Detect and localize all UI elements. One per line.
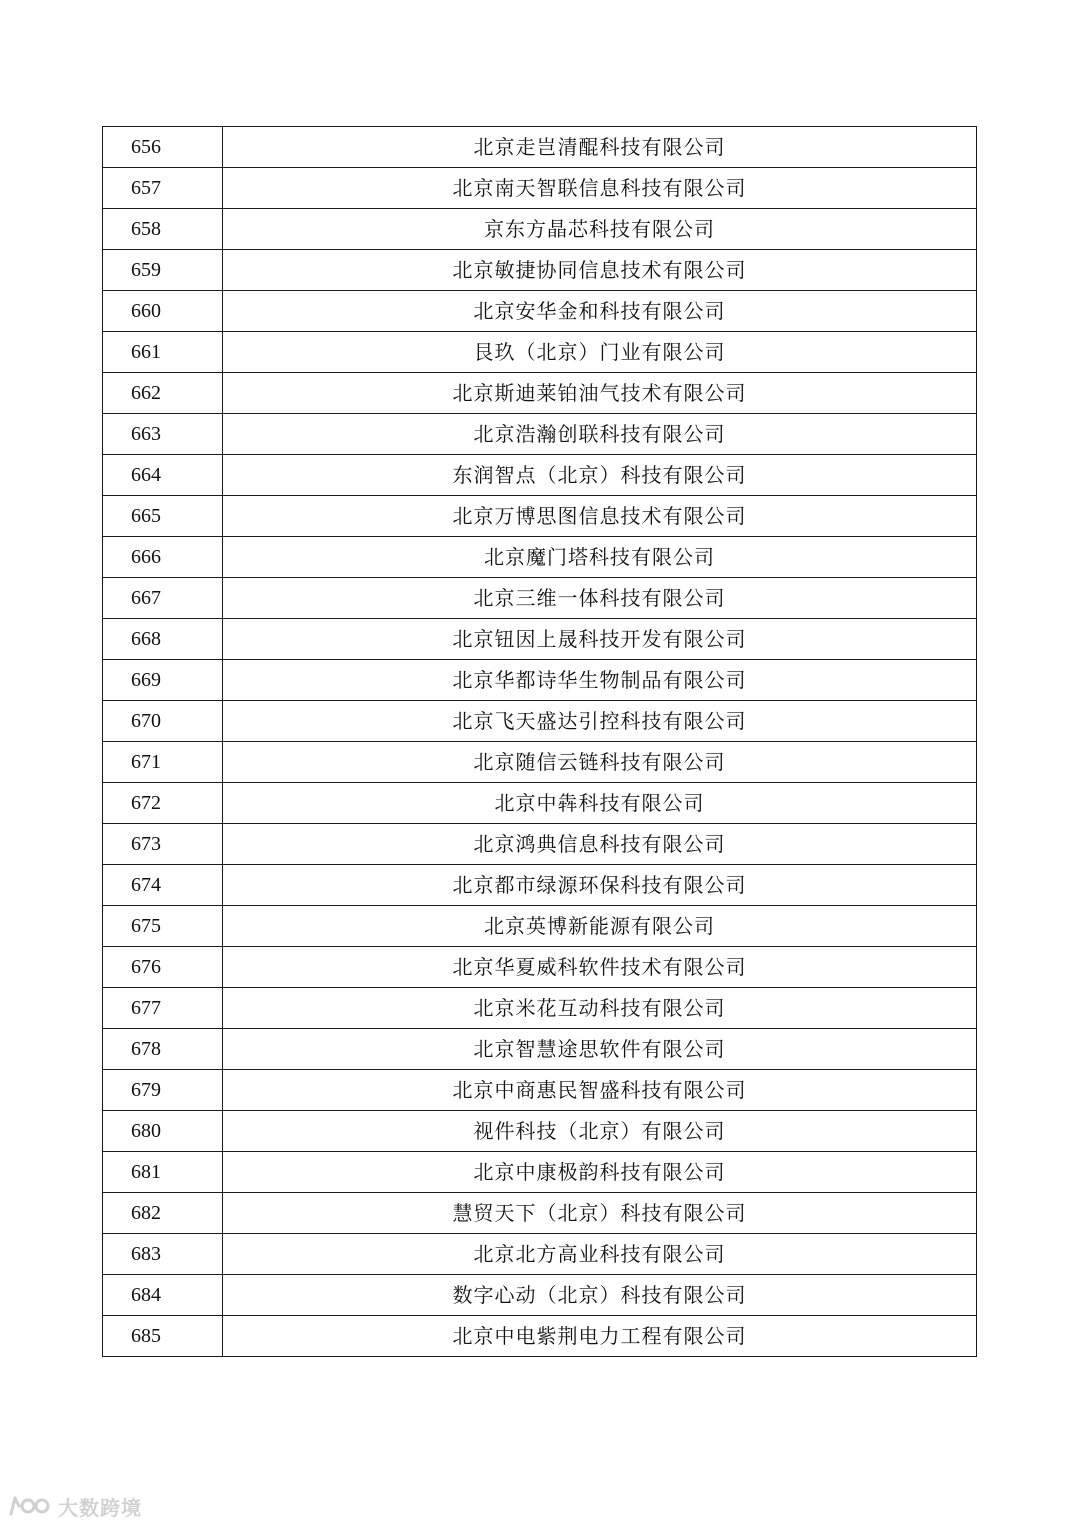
table-row (103, 496, 977, 537)
row-number: 657 (103, 168, 223, 209)
row-number: 678 (103, 1029, 223, 1070)
company-name: 北京走岂清醌科技有限公司 (223, 127, 977, 168)
company-name: 北京英博新能源有限公司 (223, 906, 977, 947)
row-number: 656 (103, 127, 223, 168)
table-row (103, 373, 977, 414)
company-name: 东润智点（北京）科技有限公司 (223, 455, 977, 496)
table-row (103, 291, 977, 332)
brand-logo-icon (8, 1494, 52, 1518)
row-number: 679 (103, 1070, 223, 1111)
table-row (103, 578, 977, 619)
company-name: 视件科技（北京）有限公司 (223, 1111, 977, 1152)
table-row (103, 250, 977, 291)
company-name: 北京北方高业科技有限公司 (223, 1234, 977, 1275)
table-row (103, 332, 977, 373)
watermark (8, 1490, 142, 1522)
table-row (103, 865, 977, 906)
company-name: 慧贸天下（北京）科技有限公司 (223, 1193, 977, 1234)
row-number: 666 (103, 537, 223, 578)
row-number: 667 (103, 578, 223, 619)
company-name: 北京都市绿源环保科技有限公司 (223, 865, 977, 906)
row-number: 668 (103, 619, 223, 660)
table-row (103, 742, 977, 783)
table-row (103, 1275, 977, 1316)
table-row (103, 947, 977, 988)
row-number: 673 (103, 824, 223, 865)
company-name: 北京鸿典信息科技有限公司 (223, 824, 977, 865)
table-row (103, 1070, 977, 1111)
company-name: 数字心动（北京）科技有限公司 (223, 1275, 977, 1316)
company-name: 北京米花互动科技有限公司 (223, 988, 977, 1029)
company-name: 北京钮因上晟科技开发有限公司 (223, 619, 977, 660)
table-row (103, 455, 977, 496)
table-row (103, 701, 977, 742)
row-number: 671 (103, 742, 223, 783)
row-number: 661 (103, 332, 223, 373)
row-number: 677 (103, 988, 223, 1029)
company-name: 北京三维一体科技有限公司 (223, 578, 977, 619)
row-number: 659 (103, 250, 223, 291)
row-number: 658 (103, 209, 223, 250)
table-row (103, 537, 977, 578)
company-name: 北京万博思图信息技术有限公司 (223, 496, 977, 537)
row-number: 670 (103, 701, 223, 742)
company-name: 北京魔门塔科技有限公司 (223, 537, 977, 578)
table-body (103, 127, 977, 1357)
table-row (103, 1234, 977, 1275)
table-row (103, 1029, 977, 1070)
table-row (103, 906, 977, 947)
company-name: 北京斯迪莱铂油气技术有限公司 (223, 373, 977, 414)
row-number: 674 (103, 865, 223, 906)
row-number: 660 (103, 291, 223, 332)
table-row (103, 1111, 977, 1152)
table-row (103, 209, 977, 250)
table-row (103, 1316, 977, 1357)
row-number: 665 (103, 496, 223, 537)
company-name: 北京智慧途思软件有限公司 (223, 1029, 977, 1070)
table-row (103, 988, 977, 1029)
company-name: 北京敏捷协同信息技术有限公司 (223, 250, 977, 291)
table-row (103, 1152, 977, 1193)
table-row (103, 414, 977, 455)
company-name: 北京中电紫荆电力工程有限公司 (223, 1316, 977, 1357)
table-row (103, 660, 977, 701)
company-name: 北京中康极韵科技有限公司 (223, 1152, 977, 1193)
company-name: 北京飞天盛达引控科技有限公司 (223, 701, 977, 742)
table-row (103, 168, 977, 209)
table-row (103, 1193, 977, 1234)
company-name: 北京安华金和科技有限公司 (223, 291, 977, 332)
company-name: 北京南天智联信息科技有限公司 (223, 168, 977, 209)
company-name: 北京中商惠民智盛科技有限公司 (223, 1070, 977, 1111)
row-number: 662 (103, 373, 223, 414)
company-name: 北京浩瀚创联科技有限公司 (223, 414, 977, 455)
company-name: 艮玖（北京）门业有限公司 (223, 332, 977, 373)
company-name: 北京华夏威科软件技术有限公司 (223, 947, 977, 988)
row-number: 684 (103, 1275, 223, 1316)
company-name: 京东方晶芯科技有限公司 (223, 209, 977, 250)
company-name: 北京华都诗华生物制品有限公司 (223, 660, 977, 701)
row-number: 680 (103, 1111, 223, 1152)
row-number: 675 (103, 906, 223, 947)
company-list-table (102, 126, 977, 1357)
row-number: 664 (103, 455, 223, 496)
table-row (103, 127, 977, 168)
row-number: 685 (103, 1316, 223, 1357)
table-row (103, 824, 977, 865)
table-row (103, 783, 977, 824)
row-number: 663 (103, 414, 223, 455)
row-number: 681 (103, 1152, 223, 1193)
row-number: 682 (103, 1193, 223, 1234)
watermark-text: 大数跨境 (58, 1495, 142, 1520)
row-number: 676 (103, 947, 223, 988)
company-name: 北京随信云链科技有限公司 (223, 742, 977, 783)
row-number: 672 (103, 783, 223, 824)
row-number: 683 (103, 1234, 223, 1275)
table-row (103, 619, 977, 660)
row-number: 669 (103, 660, 223, 701)
company-name: 北京中犇科技有限公司 (223, 783, 977, 824)
